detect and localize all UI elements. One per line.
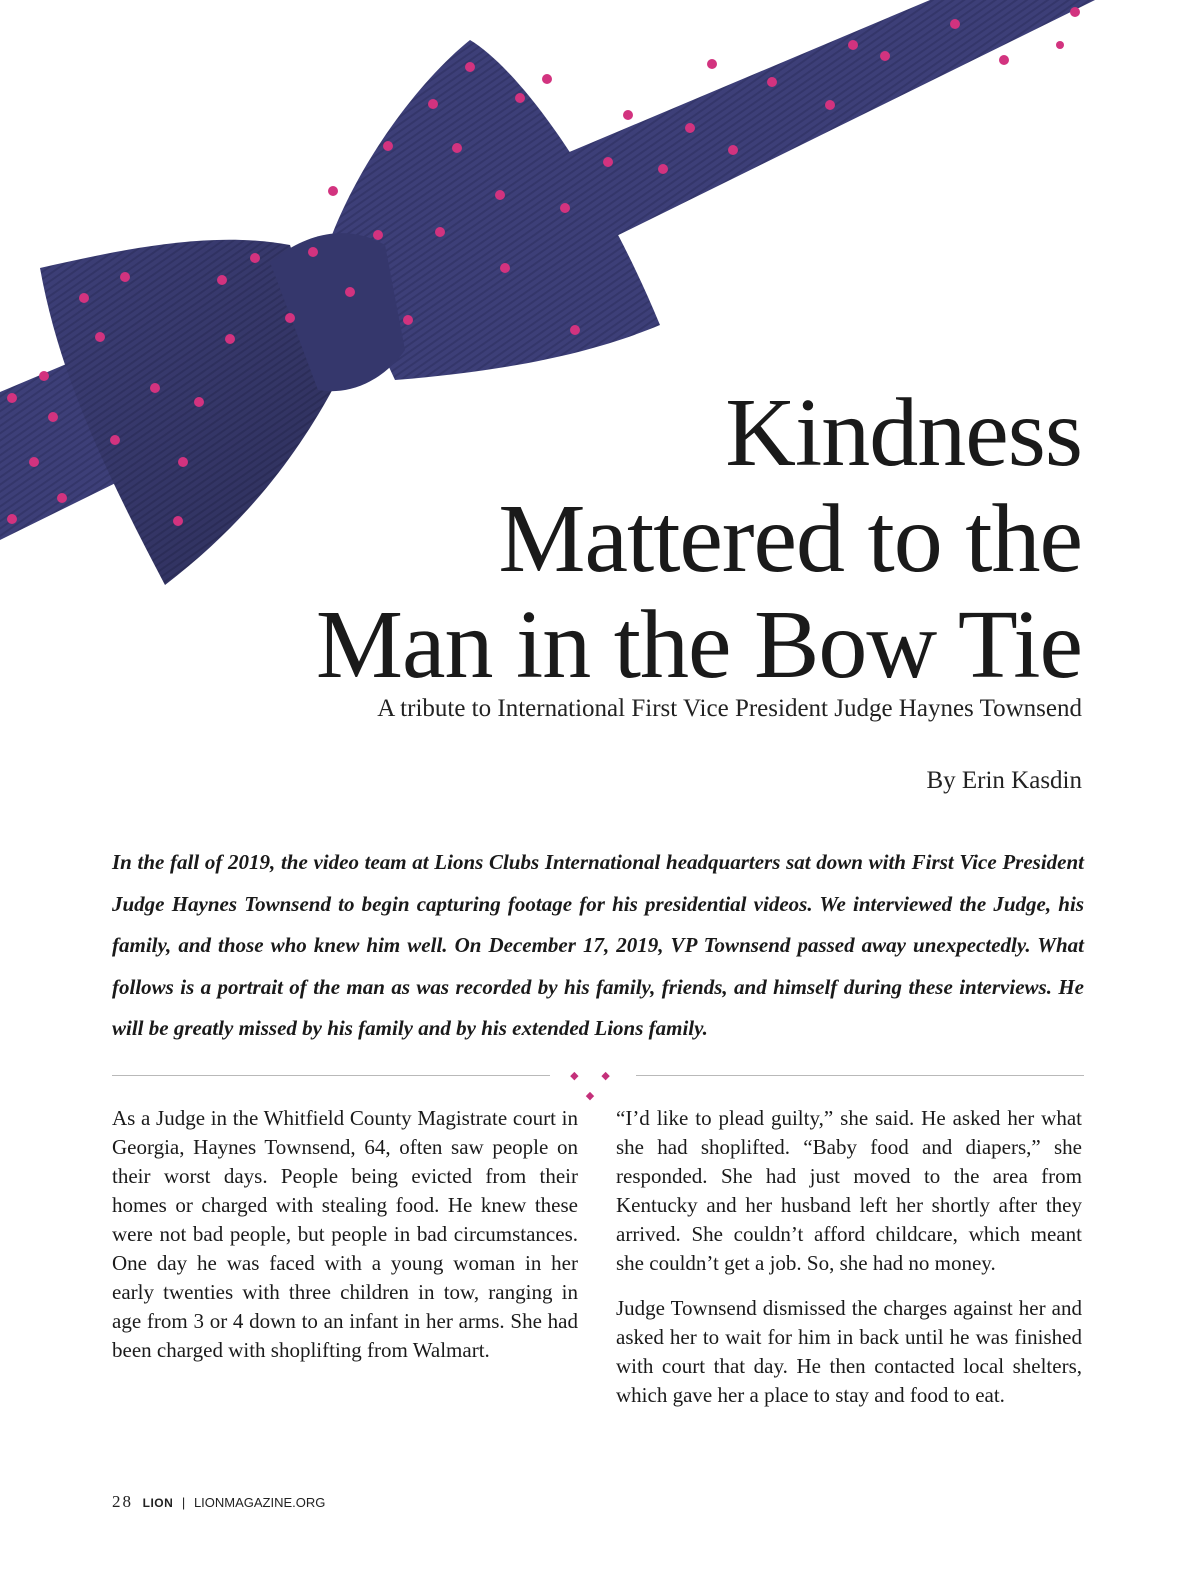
title-line: Man in the Bow Tie (315, 591, 1082, 699)
title-line: Kindness (725, 379, 1082, 487)
article-intro: In the fall of 2019, the video team at Lions Clubs International headquarters sat down with First Vice President Judge Haynes Townsend to begin capturing footage for his presidential videos. We interviewed the Judge, his family, and those who knew him well. On December 17, 2019, VP Townsend passed away unexpectedly. What follows is a portrait of the man as was recorded by his family, friends, and himself during these interviews. He will be greatly missed by his family and by his extended Lions family. (112, 850, 1084, 1040)
page-footer (112, 1492, 325, 1512)
divider-diamonds: ◆ ◆ ◆ (570, 1070, 620, 1102)
divider-line-left (112, 1075, 550, 1076)
article-byline: By Erin Kasdin (926, 767, 1082, 794)
title-line: Mattered to the (498, 485, 1082, 593)
article-subtitle: A tribute to International First Vice President Judge Haynes Townsend (377, 695, 1082, 722)
article-title (182, 380, 1082, 698)
body-paragraph: Judge Townsend dismissed the charges against her and asked her to wait for him in back until he was finished with court that day. He then contacted local shelters, which gave her a place to stay and food to eat. (616, 1296, 1082, 1407)
section-divider (112, 1066, 1084, 1102)
footer-separator: | (181, 1495, 186, 1510)
body-paragraph: “I’d like to plead guilty,” she said. He asked her what she had shoplifted. “Baby food and diapers,” she responded. She had just moved to the area from Kentucky and her husband left her shortly after they arrived. She couldn’t afford childcare, which meant she couldn’t get a job. So, she had no money. (616, 1106, 1082, 1275)
page-number: 28 (112, 1492, 133, 1511)
body-paragraph: As a Judge in the Whitfield County Magistrate court in Georgia, Haynes Townsend, 64, often saw people on their worst days. People being evicted from their homes or charged with stealing food. He knew these were not bad people, but people in bad circumstances. One day he was faced with a young woman in her early twenties with three children in tow, ranging in age from 3 or 4 down to an infant in her arms. She had been charged with shoplifting from Walmart. (112, 1106, 578, 1362)
body-column-right (616, 1104, 1082, 1426)
magazine-website: LIONMAGAZINE.ORG (193, 1495, 326, 1510)
magazine-name: LION (142, 1496, 174, 1510)
body-column-left (112, 1104, 578, 1381)
divider-line-right (636, 1075, 1084, 1076)
